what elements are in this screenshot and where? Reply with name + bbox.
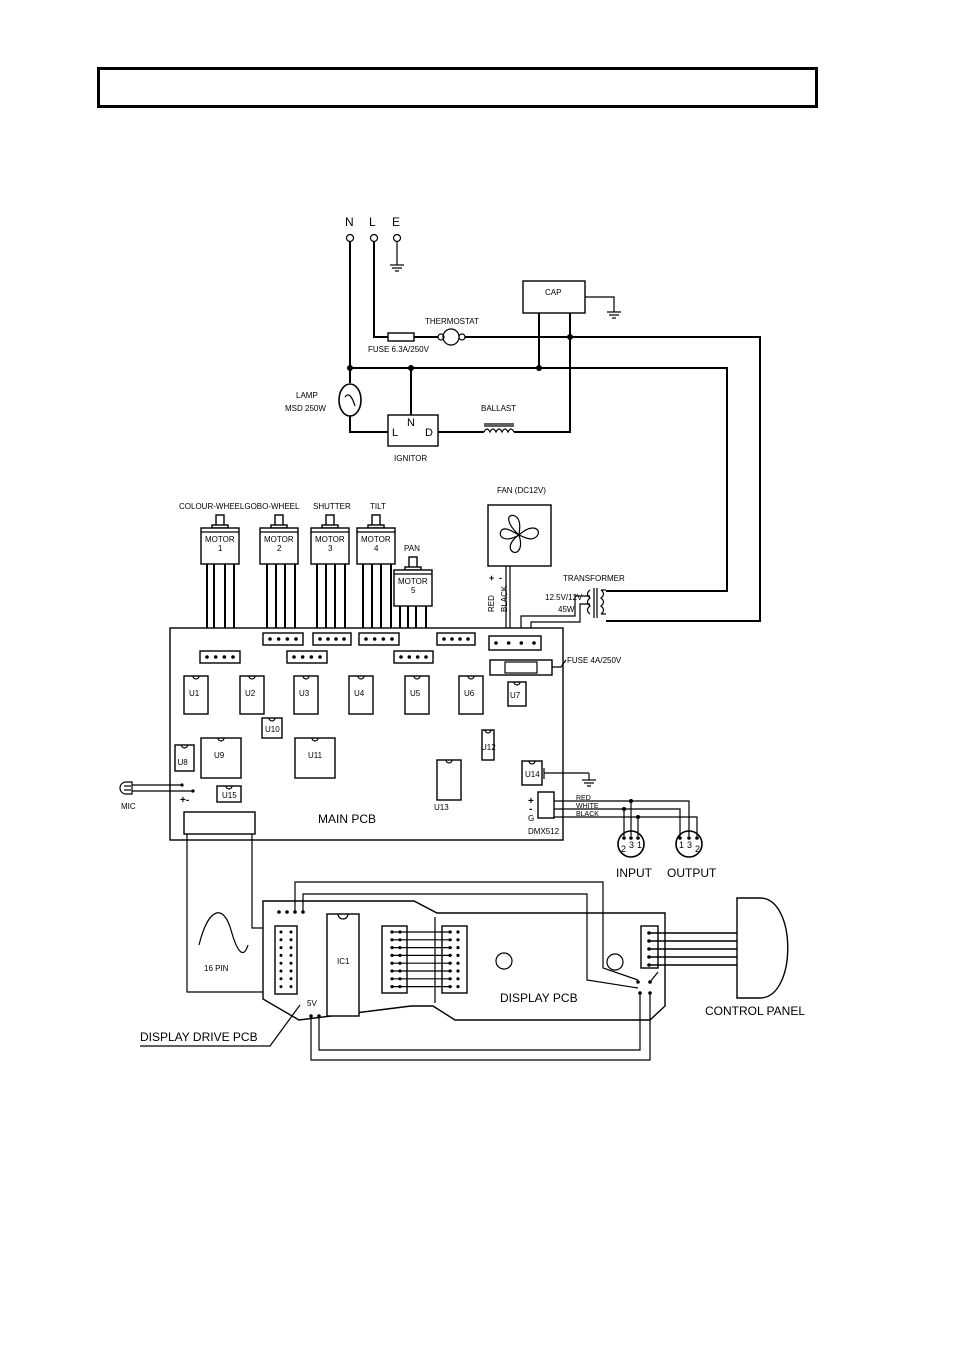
- dmx-g: G: [528, 814, 535, 823]
- ignitor-l: L: [392, 427, 399, 439]
- chip-u5: [405, 676, 429, 714]
- main-fuse-label: FUSE 6.3A/250V: [368, 345, 429, 354]
- output-pin-a: 1: [679, 840, 685, 850]
- colour-gobo-label: COLOUR-WHEELGOBO-WHEEL: [179, 502, 300, 511]
- ballast-label: BALLAST: [481, 404, 517, 413]
- chip-label: U11: [308, 751, 323, 760]
- dmx-connector: [538, 792, 554, 818]
- tilt-label: TILT: [370, 502, 386, 511]
- ignitor-n: N: [407, 417, 415, 429]
- mic-label: MIC: [121, 802, 136, 811]
- motor-number: 5: [411, 586, 416, 595]
- cap-earth-symbol: [607, 312, 621, 318]
- motor-label: MOTOR: [315, 535, 345, 544]
- thermostat: [438, 329, 465, 345]
- pcb-fuse-label: FUSE 4A/250V: [567, 656, 622, 665]
- sixteen-pin-label: 16 PIN: [204, 964, 229, 973]
- fan-label: FAN (DC12V): [497, 486, 546, 495]
- chip-u8: [175, 745, 194, 771]
- main-fuse: [388, 333, 414, 341]
- transformer-power: 45W: [558, 605, 575, 614]
- input-label: INPUT: [616, 866, 652, 880]
- cable-signal-icon: [199, 913, 248, 953]
- dmx-wire-white: WHITE: [576, 803, 599, 810]
- capacitor: [523, 281, 585, 313]
- pan-label: PAN: [404, 544, 420, 553]
- motor-2: [260, 515, 298, 639]
- earth-symbol: [390, 265, 404, 271]
- chip-u14: [522, 761, 542, 785]
- chip-label: U15: [222, 791, 237, 800]
- chip-u3: [294, 676, 318, 714]
- chip-u9: [201, 738, 241, 778]
- transformer-symbol: [588, 588, 607, 618]
- chip-label: U9: [214, 751, 225, 760]
- chip-label: U2: [245, 689, 256, 698]
- chip-u12: [481, 730, 496, 760]
- control-panel-label: CONTROL PANEL: [705, 1004, 806, 1018]
- chip-label: U13: [434, 803, 449, 812]
- lamp: [339, 384, 361, 416]
- lamp-label: LAMP: [296, 391, 318, 400]
- dmx-minus: -: [529, 804, 533, 815]
- input-pin-c: 1: [637, 840, 643, 850]
- transformer-label: TRANSFORMER: [563, 574, 625, 583]
- chip-u11: [295, 738, 335, 778]
- motor-number: 3: [328, 544, 333, 553]
- header-connector: [184, 812, 255, 834]
- display-pcb-label: DISPLAY PCB: [500, 991, 578, 1005]
- chip-label: U10: [265, 725, 280, 734]
- terminal-e: [394, 235, 401, 242]
- motor-number: 1: [218, 544, 223, 553]
- chip-u15: [217, 786, 241, 802]
- terminal-n-label: N: [345, 215, 354, 229]
- chip-label: U5: [410, 689, 421, 698]
- shutter-label: SHUTTER: [313, 502, 351, 511]
- chip-u2: [240, 676, 264, 714]
- motor-label: MOTOR: [361, 535, 391, 544]
- five-v-label: 5V: [307, 999, 317, 1008]
- chip-u6: [459, 676, 483, 714]
- output-label: OUTPUT: [667, 866, 717, 880]
- chip-u7: [508, 682, 526, 706]
- fan-minus: -: [499, 573, 502, 583]
- mic-polarity: +-: [180, 795, 190, 806]
- dmx-label: DMX512: [528, 827, 560, 836]
- input-pin-b: 3: [629, 840, 635, 850]
- u14-earth-symbol: [582, 780, 596, 786]
- main-pcb-label: MAIN PCB: [318, 812, 377, 826]
- terminal-e-label: E: [392, 215, 401, 229]
- terminal-l-label: L: [369, 215, 376, 229]
- output-pin-b: 3: [687, 840, 693, 850]
- chip-label: U1: [189, 689, 200, 698]
- motor-number: 4: [374, 544, 379, 553]
- display-drive-pcb-label: DISPLAY DRIVE PCB: [140, 1030, 258, 1044]
- chip-u4: [349, 676, 373, 714]
- chip-label: U6: [464, 689, 475, 698]
- ignitor-label: IGNITOR: [394, 454, 428, 463]
- motor-label: MOTOR: [205, 535, 235, 544]
- chip-u1: [184, 676, 208, 714]
- ic1-label: IC1: [337, 957, 350, 966]
- input-pin-a: 2: [621, 844, 627, 854]
- chip-label: U8: [177, 758, 188, 767]
- output-pin-c: 2: [695, 844, 701, 854]
- thermostat-label: THERMOSTAT: [425, 317, 479, 326]
- motor-label: MOTOR: [398, 577, 428, 586]
- fan-wire-red: RED: [487, 595, 496, 612]
- capacitor-label: CAP: [545, 288, 562, 297]
- ballast: [484, 424, 514, 432]
- dmx-plus: +: [528, 796, 534, 807]
- ribbon-connector-right: [442, 926, 467, 993]
- ribbon-connector-left: [382, 926, 407, 993]
- lamp-model-label: MSD 250W: [285, 404, 326, 413]
- chip-u10: [262, 718, 282, 738]
- terminal-n: [347, 235, 354, 242]
- ignitor-d: D: [425, 427, 433, 439]
- motor-4: [357, 515, 395, 639]
- motor-number: 2: [277, 544, 282, 553]
- dmx-wire-red: RED: [576, 795, 591, 802]
- fan-wire-black: BLACK: [500, 585, 509, 612]
- chip-label: U12: [481, 743, 496, 752]
- chip-label: U14: [525, 770, 540, 779]
- motor-3: [311, 515, 349, 639]
- chip-label: U4: [354, 689, 365, 698]
- terminal-l: [371, 235, 378, 242]
- control-panel: [737, 898, 788, 998]
- chip-label: U7: [510, 691, 521, 700]
- motor-label: MOTOR: [264, 535, 294, 544]
- fan-plus: +: [489, 573, 495, 583]
- display-header: [275, 926, 297, 994]
- chip-label: U3: [299, 689, 310, 698]
- transformer-rating: 12.5V/12V: [545, 593, 583, 602]
- dmx-wire-black: BLACK: [576, 811, 599, 818]
